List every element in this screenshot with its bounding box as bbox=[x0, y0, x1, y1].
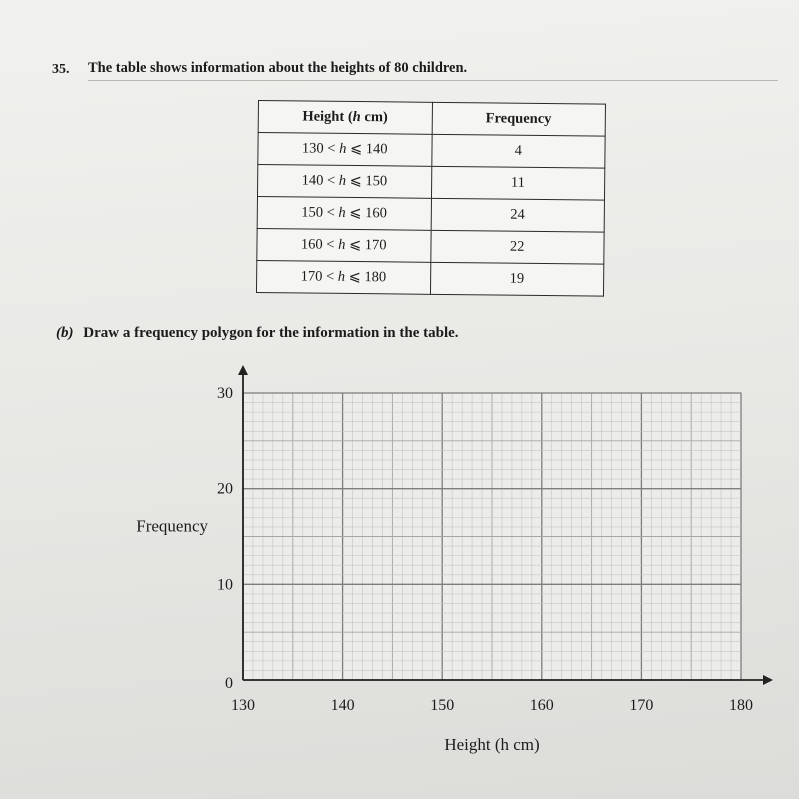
x-tick-label: 160 bbox=[529, 697, 554, 714]
y-tick-label: 30 bbox=[217, 385, 233, 402]
y-tick-label: 0 bbox=[225, 675, 233, 692]
interval-variable: h bbox=[338, 172, 347, 189]
less-than-sign: < bbox=[325, 268, 335, 285]
less-than-sign: < bbox=[326, 204, 335, 221]
x-axis-arrow-icon bbox=[763, 675, 773, 685]
x-tick-label: 180 bbox=[729, 697, 753, 714]
less-than-sign: < bbox=[326, 236, 335, 253]
x-tick-label: 150 bbox=[430, 697, 455, 714]
interval-upper: 150 bbox=[365, 173, 388, 190]
frequency-cell: 19 bbox=[430, 262, 604, 296]
interval-lower: 140 bbox=[301, 172, 324, 189]
interval-variable: h bbox=[338, 204, 346, 221]
part-b-text: Draw a frequency polygon for the information in the table. bbox=[83, 325, 459, 341]
interval-lower: 150 bbox=[301, 204, 324, 221]
interval-upper: 160 bbox=[365, 205, 387, 222]
frequency-cell: 11 bbox=[431, 166, 605, 200]
less-or-equal-sign: ⩽ bbox=[348, 236, 362, 254]
less-or-equal-sign: ⩽ bbox=[349, 172, 362, 190]
less-or-equal-sign: ⩽ bbox=[349, 204, 362, 222]
x-tick-label: 170 bbox=[629, 697, 654, 714]
y-tick-label: 20 bbox=[217, 480, 233, 498]
graph-grid[interactable] bbox=[243, 393, 741, 680]
interval-variable: h bbox=[339, 140, 347, 157]
height-header-var: h bbox=[352, 108, 361, 126]
y-axis-arrow-icon bbox=[238, 365, 248, 375]
question-number: 35. bbox=[52, 62, 70, 77]
x-tick-label: 130 bbox=[231, 697, 255, 714]
question-text: The table shows information about the heights of 80 children. bbox=[88, 60, 468, 76]
frequency-column-header: Frequency bbox=[432, 102, 606, 136]
height-column-header: Height (h cm) bbox=[258, 101, 432, 135]
frequency-cell: 24 bbox=[431, 198, 605, 232]
frequency-cell: 4 bbox=[431, 134, 605, 168]
x-tick-label: 140 bbox=[330, 697, 355, 714]
less-or-equal-sign: ⩽ bbox=[348, 268, 361, 286]
height-header-unit: cm bbox=[364, 109, 384, 126]
interval-variable: h bbox=[338, 236, 346, 253]
less-or-equal-sign: ⩽ bbox=[349, 140, 363, 158]
interval-upper: 140 bbox=[365, 141, 388, 158]
y-axis-title: Frequency bbox=[136, 516, 208, 536]
less-than-sign: < bbox=[327, 140, 336, 157]
height-header-label: Height bbox=[302, 108, 345, 125]
interval-lower: 170 bbox=[300, 268, 323, 285]
less-than-sign: < bbox=[326, 172, 336, 189]
interval-variable: h bbox=[337, 268, 346, 285]
interval-upper: 180 bbox=[364, 269, 387, 286]
y-tick-label: 10 bbox=[217, 576, 233, 594]
interval-lower: 130 bbox=[301, 140, 324, 157]
interval-lower: 160 bbox=[300, 236, 323, 253]
interval-upper: 170 bbox=[364, 237, 387, 254]
x-axis-title: Height (h cm) bbox=[444, 735, 540, 754]
part-b-label: (b) bbox=[56, 325, 74, 341]
frequency-cell: 22 bbox=[430, 230, 604, 264]
